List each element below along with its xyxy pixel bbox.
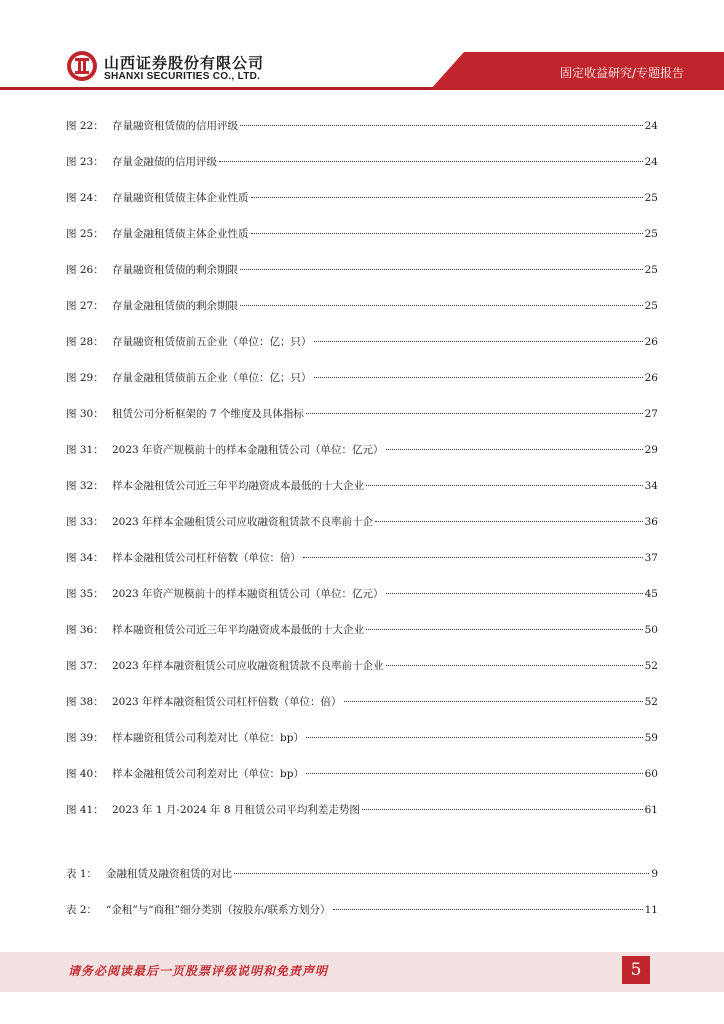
toc-leader <box>386 448 643 450</box>
toc-label: 图 30： <box>66 408 104 420</box>
toc-title: 2023 年资产规模前十的样本融资租赁公司（单位：亿元） <box>112 588 384 600</box>
toc-title: 2023 年样本融资租赁公司杠杆倍数（单位：倍） <box>112 696 342 708</box>
toc-leader <box>386 664 643 666</box>
toc-page: 9 <box>651 868 658 880</box>
toc-page: 45 <box>644 588 658 600</box>
toc-page: 52 <box>644 660 658 672</box>
toc-title: 2023 年资产规模前十的样本金融租赁公司（单位：亿元） <box>112 444 384 456</box>
toc-leader <box>240 268 643 270</box>
toc-label: 图 39： <box>66 732 104 744</box>
toc-leader <box>251 196 643 198</box>
toc-row[interactable] <box>66 864 658 884</box>
company-name-en: SHANXI SECURITIES CO., LTD. <box>104 71 261 82</box>
toc-leader <box>375 520 643 522</box>
toc-title: 存量融资租赁债主体企业性质 <box>112 192 249 204</box>
toc-title: “金租”与“商租”细分类别（按股东/联系方划分） <box>106 904 331 916</box>
toc-page: 37 <box>644 552 658 564</box>
toc-page: 61 <box>644 804 658 816</box>
toc-label: 图 23： <box>66 156 104 168</box>
toc-label: 图 36： <box>66 624 104 636</box>
toc-row[interactable] <box>66 116 658 136</box>
page-number: 5 <box>622 956 650 984</box>
toc-page: 59 <box>644 732 658 744</box>
toc-label: 图 28： <box>66 336 104 348</box>
footer-disclaimer: 请务必阅读最后一页股票评级说明和免责声明 <box>68 964 329 978</box>
toc-leader <box>306 772 643 774</box>
toc-title: 存量融资租赁债的剩余期限 <box>112 264 238 276</box>
toc-title: 2023 年 1 月-2024 年 8 月租赁公司平均利差走势图 <box>112 804 360 816</box>
toc-page: 36 <box>644 516 658 528</box>
toc-title: 存量金融租赁债的剩余期限 <box>112 300 238 312</box>
toc-label: 图 38： <box>66 696 104 708</box>
toc-label: 表 2： <box>66 904 98 916</box>
toc-leader <box>234 872 649 874</box>
toc-leader <box>344 700 643 702</box>
toc-row[interactable] <box>66 260 658 280</box>
toc-page: 11 <box>644 904 658 916</box>
toc-label: 图 22： <box>66 120 104 132</box>
toc-row[interactable] <box>66 224 658 244</box>
toc-row[interactable] <box>66 440 658 460</box>
toc-page: 52 <box>644 696 658 708</box>
toc-leader <box>386 592 643 594</box>
report-type: 固定收益研究/专题报告 <box>559 66 684 80</box>
toc-row[interactable] <box>66 728 658 748</box>
toc-leader <box>333 908 643 910</box>
toc-leader <box>366 484 643 486</box>
toc-row[interactable] <box>66 548 658 568</box>
toc-page: 25 <box>644 192 658 204</box>
toc-page: 25 <box>644 228 658 240</box>
toc-leader <box>303 556 643 558</box>
toc-label: 图 32： <box>66 480 104 492</box>
toc-page: 25 <box>644 264 658 276</box>
toc-row[interactable] <box>66 900 658 920</box>
toc-title: 样本融资租赁公司利差对比（单位：bp） <box>112 732 304 744</box>
toc-row[interactable] <box>66 296 658 316</box>
toc-page: 24 <box>644 120 658 132</box>
toc-title: 样本金融租赁公司杠杆倍数（单位：倍） <box>112 552 301 564</box>
toc-label: 图 25： <box>66 228 104 240</box>
toc-page: 60 <box>644 768 658 780</box>
toc-title: 2023 年样本金融租赁公司应收融资租赁款不良率前十企 <box>112 516 374 528</box>
toc-row[interactable] <box>66 692 658 712</box>
toc-title: 存量融资租赁债前五企业（单位：亿；只） <box>112 336 312 348</box>
toc-title: 金融租赁及融资租赁的对比 <box>106 868 232 880</box>
toc-leader <box>314 340 643 342</box>
toc-leader <box>366 628 643 630</box>
toc-title: 样本金融租赁公司利差对比（单位：bp） <box>112 768 304 780</box>
toc-title: 存量金融租赁债前五企业（单位：亿；只） <box>112 372 312 384</box>
toc-page: 26 <box>644 372 658 384</box>
toc-label: 图 33： <box>66 516 104 528</box>
toc-row[interactable] <box>66 800 658 820</box>
shanxi-securities-logo-icon <box>66 50 98 82</box>
toc-title: 存量金融租赁债主体企业性质 <box>112 228 249 240</box>
toc-row[interactable] <box>66 404 658 424</box>
toc-row[interactable] <box>66 188 658 208</box>
toc-title: 2023 年样本融资租赁公司应收融资租赁款不良率前十企业 <box>112 660 384 672</box>
toc-row[interactable] <box>66 656 658 676</box>
toc-label: 图 29： <box>66 372 104 384</box>
toc-leader <box>219 160 643 162</box>
toc-row[interactable] <box>66 584 658 604</box>
toc-title: 存量融资租赁债的信用评级 <box>112 120 238 132</box>
company-name-cn: 山西证券股份有限公司 <box>104 54 265 72</box>
toc-label: 图 37： <box>66 660 104 672</box>
toc-row[interactable] <box>66 368 658 388</box>
toc-leader <box>314 376 643 378</box>
toc-label: 图 35： <box>66 588 104 600</box>
page-header <box>0 0 724 92</box>
toc-page: 26 <box>644 336 658 348</box>
toc-label: 图 24： <box>66 192 104 204</box>
toc-label: 图 41： <box>66 804 104 816</box>
toc-page: 29 <box>644 444 658 456</box>
toc-row[interactable] <box>66 476 658 496</box>
toc-title: 样本金融租赁公司近三年平均融资成本最低的十大企业 <box>112 480 364 492</box>
toc-row[interactable] <box>66 512 658 532</box>
toc-leader <box>240 304 643 306</box>
toc-leader <box>306 412 643 414</box>
toc-page: 24 <box>644 156 658 168</box>
toc-leader <box>362 808 643 810</box>
toc-row[interactable] <box>66 332 658 352</box>
toc-label: 图 40： <box>66 768 104 780</box>
toc-label: 图 34： <box>66 552 104 564</box>
toc-row[interactable] <box>66 620 658 640</box>
toc-page: 50 <box>644 624 658 636</box>
toc-row[interactable] <box>66 152 658 172</box>
toc-row[interactable] <box>66 764 658 784</box>
toc-page: 34 <box>644 480 658 492</box>
toc-title: 存量金融债的信用评级 <box>112 156 217 168</box>
toc-page: 25 <box>644 300 658 312</box>
toc-leader <box>251 232 643 234</box>
toc-page: 27 <box>644 408 658 420</box>
toc-leader <box>306 736 643 738</box>
toc-title: 样本融资租赁公司近三年平均融资成本最低的十大企业 <box>112 624 364 636</box>
toc-label: 表 1： <box>66 868 98 880</box>
toc-label: 图 31： <box>66 444 104 456</box>
toc-label: 图 26： <box>66 264 104 276</box>
toc-label: 图 27： <box>66 300 104 312</box>
toc-title: 租赁公司分析框架的 7 个维度及具体指标 <box>112 408 304 420</box>
toc-leader <box>240 124 643 126</box>
